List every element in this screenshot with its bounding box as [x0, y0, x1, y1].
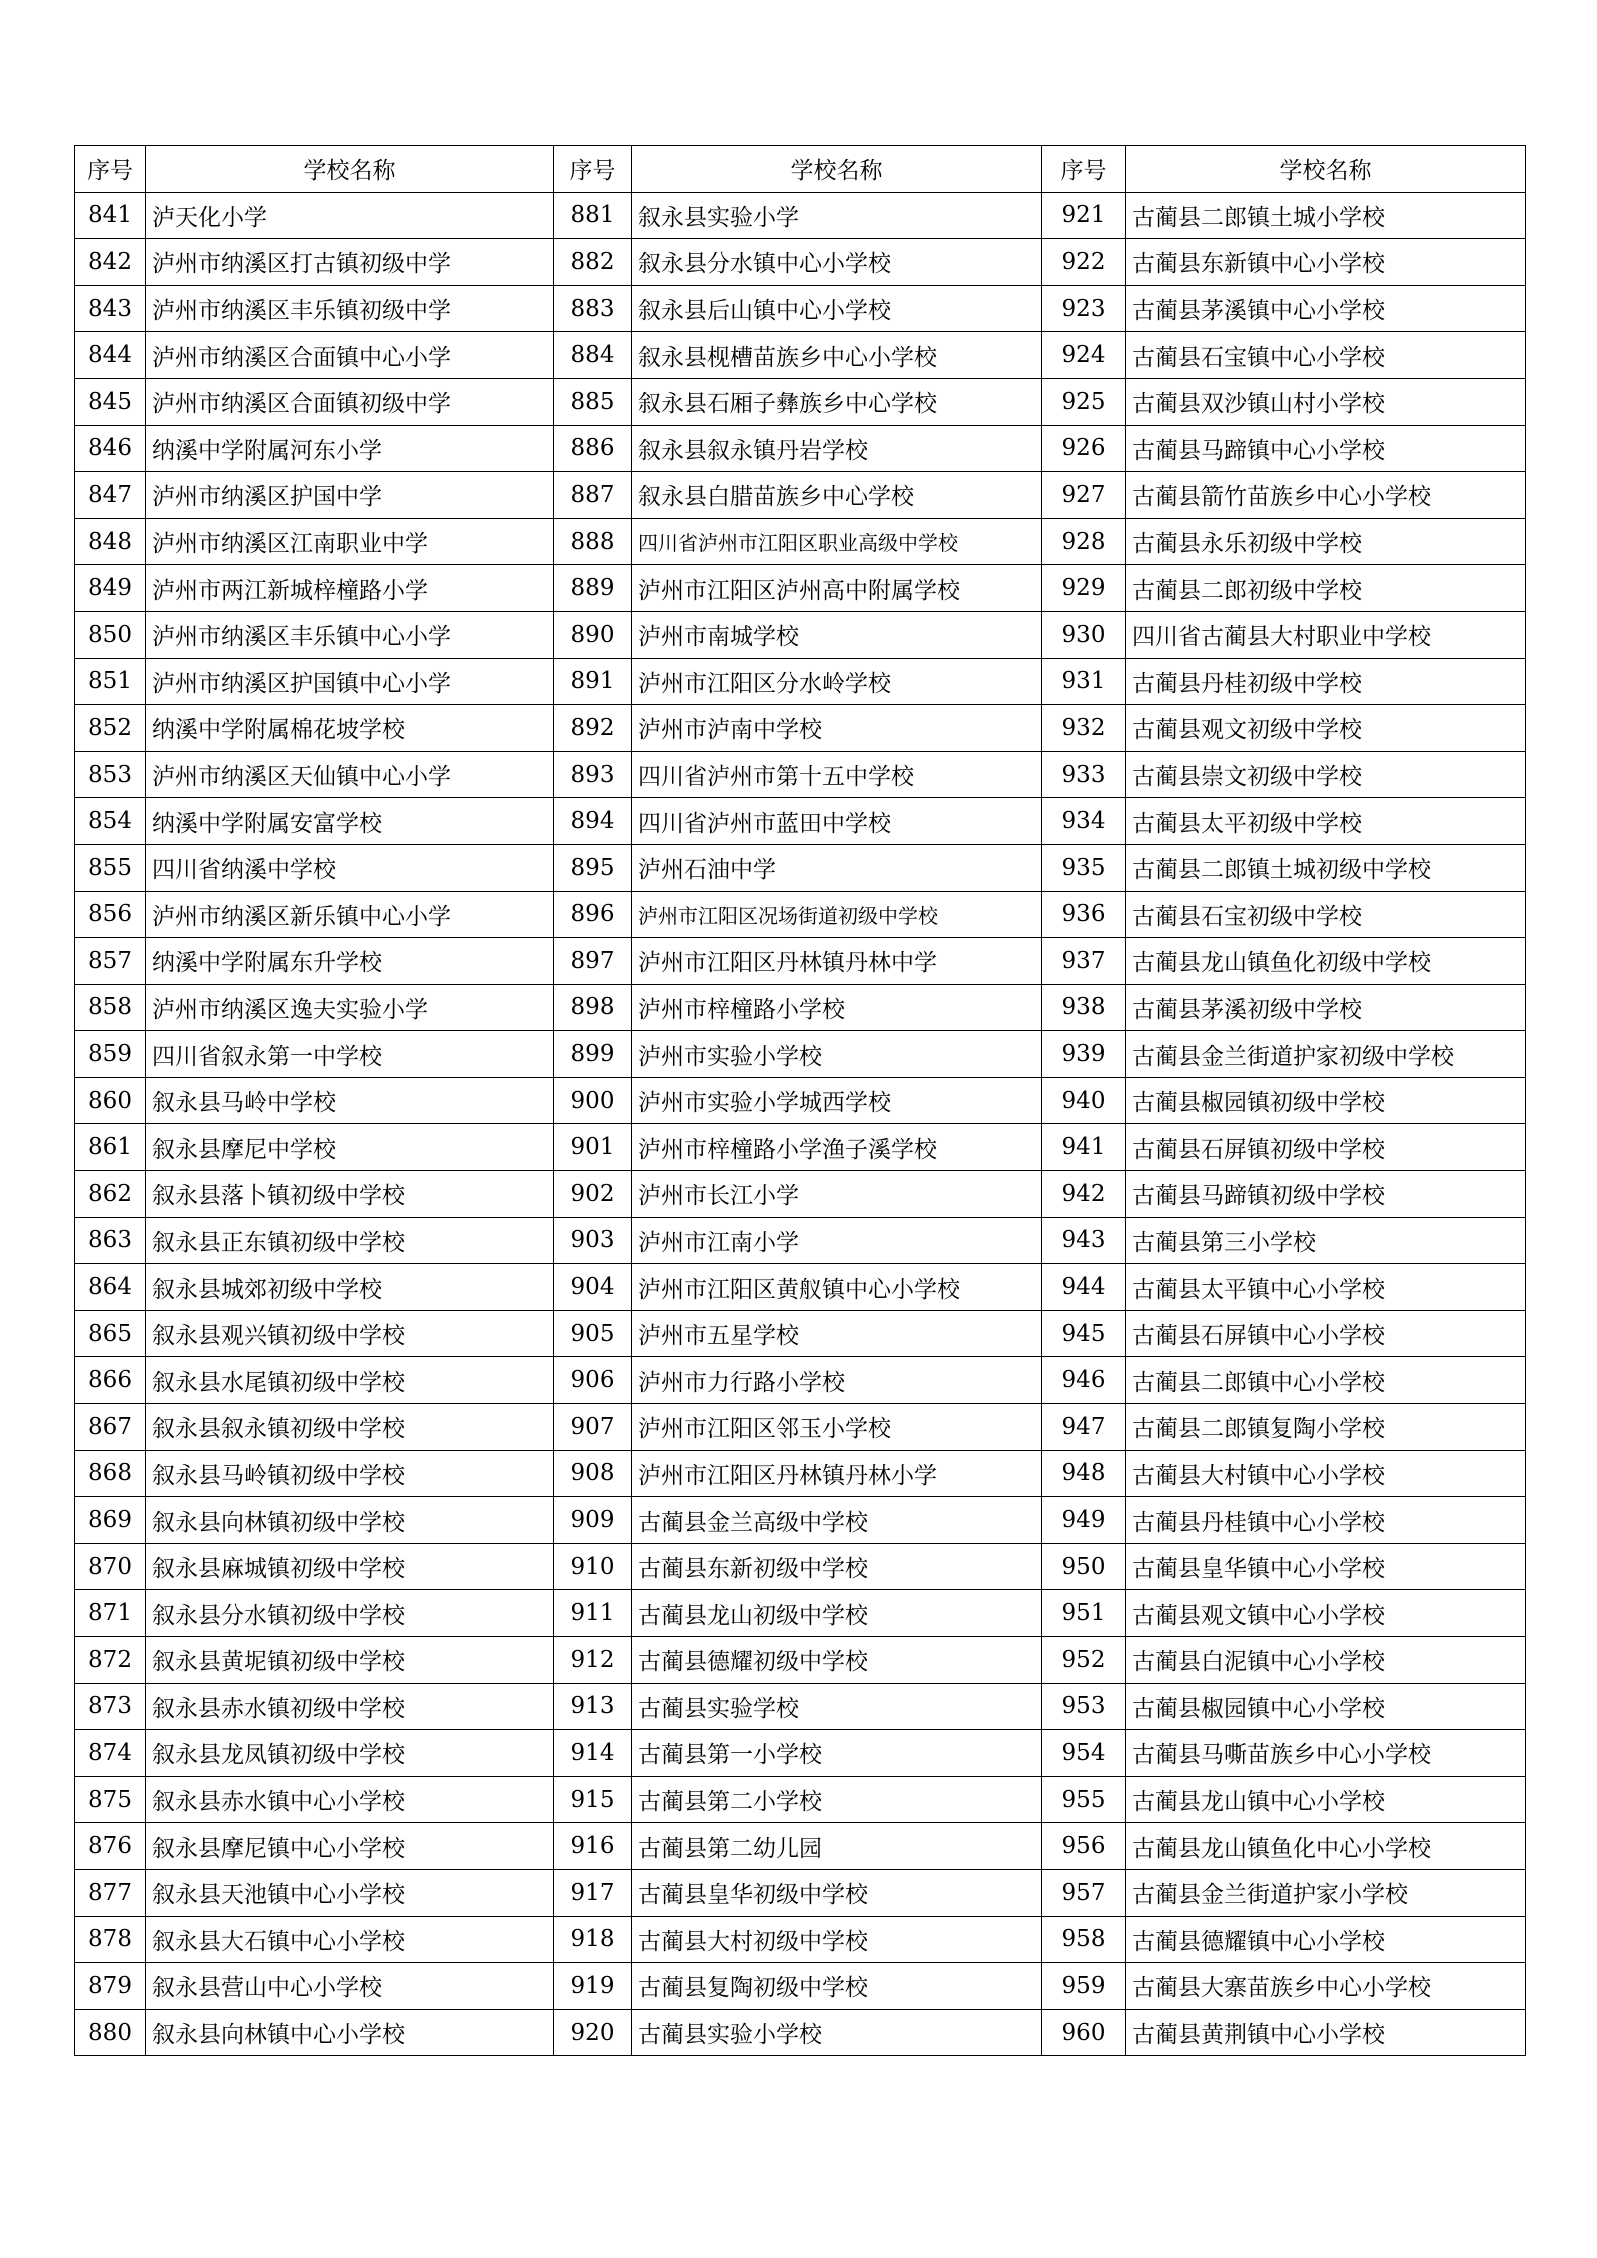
serial-number-cell: 960: [1042, 2009, 1126, 2056]
school-name-cell: 叙永县营山中心小学校: [146, 1963, 554, 2010]
table-row: [75, 472, 1526, 519]
school-name-cell: 泸州市江阳区丹林镇丹林中学: [632, 938, 1042, 985]
school-name-cell: 古蔺县大村初级中学校: [632, 1916, 1042, 1963]
serial-number-cell: 863: [75, 1217, 146, 1264]
serial-number-cell: 899: [554, 1031, 632, 1078]
serial-number-cell: 841: [75, 192, 146, 239]
school-name-cell: 古蔺县观文镇中心小学校: [1126, 1590, 1526, 1637]
serial-number-cell: 888: [554, 518, 632, 565]
serial-number-cell: 908: [554, 1450, 632, 1497]
school-name-cell: 纳溪中学附属棉花坡学校: [146, 705, 554, 752]
school-name-cell: 古蔺县二郎镇中心小学校: [1126, 1357, 1526, 1404]
serial-number-cell: 944: [1042, 1264, 1126, 1311]
school-name-cell: 古蔺县二郎镇复陶小学校: [1126, 1404, 1526, 1451]
school-name-cell: 古蔺县二郎初级中学校: [1126, 565, 1526, 612]
serial-number-cell: 936: [1042, 891, 1126, 938]
serial-number-cell: 959: [1042, 1963, 1126, 2010]
school-name-cell: 叙永县麻城镇初级中学校: [146, 1543, 554, 1590]
table-row: [75, 844, 1526, 891]
school-name-cell: 四川省古蔺县大村职业中学校: [1126, 611, 1526, 658]
serial-number-cell: 923: [1042, 285, 1126, 332]
school-name-cell: 古蔺县大村镇中心小学校: [1126, 1450, 1526, 1497]
school-name-cell: 叙永县摩尼中学校: [146, 1124, 554, 1171]
school-name-cell: 古蔺县茅溪镇中心小学校: [1126, 285, 1526, 332]
school-name-cell: 叙永县分水镇初级中学校: [146, 1590, 554, 1637]
school-name-cell: 泸州市江南小学: [632, 1217, 1042, 1264]
school-name-cell: 古蔺县第二小学校: [632, 1776, 1042, 1823]
school-name-cell: 泸天化小学: [146, 192, 554, 239]
school-name-cell: 泸州市江阳区黄舣镇中心小学校: [632, 1264, 1042, 1311]
school-name-cell: 叙永县向林镇中心小学校: [146, 2009, 554, 2056]
serial-number-cell: 862: [75, 1171, 146, 1218]
serial-number-cell: 905: [554, 1310, 632, 1357]
serial-number-cell: 864: [75, 1264, 146, 1311]
serial-number-cell: 943: [1042, 1217, 1126, 1264]
school-name-cell: 泸州市南城学校: [632, 611, 1042, 658]
table-row: [75, 1310, 1526, 1357]
table-row: [75, 192, 1526, 239]
school-name-cell: 叙永县天池镇中心小学校: [146, 1869, 554, 1916]
school-name-cell: 古蔺县皇华镇中心小学校: [1126, 1543, 1526, 1590]
serial-number-cell: 892: [554, 705, 632, 752]
serial-number-cell: 949: [1042, 1497, 1126, 1544]
school-name-cell: 古蔺县崇文初级中学校: [1126, 751, 1526, 798]
school-name-cell: 古蔺县第三小学校: [1126, 1217, 1526, 1264]
school-name-cell: 古蔺县双沙镇山村小学校: [1126, 378, 1526, 425]
school-name-cell: 叙永县赤水镇初级中学校: [146, 1683, 554, 1730]
school-name-cell: 叙永县黄坭镇初级中学校: [146, 1637, 554, 1684]
table-row: [75, 1543, 1526, 1590]
school-name-cell: 古蔺县马嘶苗族乡中心小学校: [1126, 1730, 1526, 1777]
serial-number-cell: 942: [1042, 1171, 1126, 1218]
school-name-cell: 纳溪中学附属东升学校: [146, 938, 554, 985]
school-name-cell: 叙永县实验小学: [632, 192, 1042, 239]
serial-number-cell: 921: [1042, 192, 1126, 239]
school-name-cell: 叙永县叙永镇初级中学校: [146, 1404, 554, 1451]
serial-number-cell: 885: [554, 378, 632, 425]
school-name-cell: 四川省叙永第一中学校: [146, 1031, 554, 1078]
school-name-cell: 叙永县分水镇中心小学校: [632, 239, 1042, 286]
school-name-cell: 泸州市江阳区况场街道初级中学校: [632, 891, 1042, 938]
serial-number-cell: 909: [554, 1497, 632, 1544]
school-list-table: [74, 145, 1526, 2056]
school-name-cell: 泸州市纳溪区护国中学: [146, 472, 554, 519]
serial-number-cell: 872: [75, 1637, 146, 1684]
school-name-cell: 古蔺县永乐初级中学校: [1126, 518, 1526, 565]
serial-number-cell: 901: [554, 1124, 632, 1171]
serial-number-cell: 924: [1042, 332, 1126, 379]
serial-number-cell: 857: [75, 938, 146, 985]
serial-number-cell: 866: [75, 1357, 146, 1404]
school-name-cell: 古蔺县龙山初级中学校: [632, 1590, 1042, 1637]
serial-number-cell: 853: [75, 751, 146, 798]
table-row: [75, 1450, 1526, 1497]
serial-number-cell: 952: [1042, 1637, 1126, 1684]
school-name-cell: 古蔺县石屏镇初级中学校: [1126, 1124, 1526, 1171]
school-name-cell: 古蔺县石宝初级中学校: [1126, 891, 1526, 938]
serial-number-cell: 900: [554, 1077, 632, 1124]
serial-number-cell: 878: [75, 1916, 146, 1963]
serial-number-cell: 937: [1042, 938, 1126, 985]
serial-number-cell: 891: [554, 658, 632, 705]
serial-number-cell: 889: [554, 565, 632, 612]
serial-number-cell: 940: [1042, 1077, 1126, 1124]
header-school-name-3: 学校名称: [1126, 146, 1526, 193]
school-name-cell: 叙永县马岭镇初级中学校: [146, 1450, 554, 1497]
school-name-cell: 泸州市纳溪区逸夫实验小学: [146, 984, 554, 1031]
serial-number-cell: 867: [75, 1404, 146, 1451]
header-school-name-1: 学校名称: [146, 146, 554, 193]
school-name-cell: 泸州石油中学: [632, 844, 1042, 891]
serial-number-cell: 881: [554, 192, 632, 239]
school-name-cell: 叙永县叙永镇丹岩学校: [632, 425, 1042, 472]
school-name-cell: 古蔺县丹桂初级中学校: [1126, 658, 1526, 705]
school-name-cell: 泸州市纳溪区合面镇中心小学: [146, 332, 554, 379]
serial-number-cell: 859: [75, 1031, 146, 1078]
school-name-cell: 叙永县龙凤镇初级中学校: [146, 1730, 554, 1777]
table-row: [75, 1637, 1526, 1684]
serial-number-cell: 861: [75, 1124, 146, 1171]
school-name-cell: 泸州市五星学校: [632, 1310, 1042, 1357]
school-name-cell: 泸州市纳溪区护国镇中心小学: [146, 658, 554, 705]
school-name-cell: 古蔺县石屏镇中心小学校: [1126, 1310, 1526, 1357]
school-name-cell: 叙永县大石镇中心小学校: [146, 1916, 554, 1963]
serial-number-cell: 868: [75, 1450, 146, 1497]
serial-number-cell: 907: [554, 1404, 632, 1451]
serial-number-cell: 910: [554, 1543, 632, 1590]
serial-number-cell: 916: [554, 1823, 632, 1870]
table-row: [75, 938, 1526, 985]
table-row: [75, 425, 1526, 472]
serial-number-cell: 879: [75, 1963, 146, 2010]
school-name-cell: 泸州市力行路小学校: [632, 1357, 1042, 1404]
school-name-cell: 叙永县向林镇初级中学校: [146, 1497, 554, 1544]
school-name-cell: 古蔺县复陶初级中学校: [632, 1963, 1042, 2010]
serial-number-cell: 912: [554, 1637, 632, 1684]
school-name-cell: 泸州市江阳区邻玉小学校: [632, 1404, 1042, 1451]
school-name-cell: 古蔺县太平镇中心小学校: [1126, 1264, 1526, 1311]
school-name-cell: 泸州市纳溪区打古镇初级中学: [146, 239, 554, 286]
school-name-cell: 古蔺县实验小学校: [632, 2009, 1042, 2056]
serial-number-cell: 955: [1042, 1776, 1126, 1823]
table-header-row: [75, 146, 1526, 193]
serial-number-cell: 920: [554, 2009, 632, 2056]
header-seq-1: 序号: [75, 146, 146, 193]
serial-number-cell: 941: [1042, 1124, 1126, 1171]
serial-number-cell: 897: [554, 938, 632, 985]
serial-number-cell: 934: [1042, 798, 1126, 845]
school-name-cell: 叙永县后山镇中心小学校: [632, 285, 1042, 332]
serial-number-cell: 873: [75, 1683, 146, 1730]
school-name-cell: 古蔺县马蹄镇中心小学校: [1126, 425, 1526, 472]
serial-number-cell: 876: [75, 1823, 146, 1870]
serial-number-cell: 877: [75, 1869, 146, 1916]
school-name-cell: 古蔺县箭竹苗族乡中心小学校: [1126, 472, 1526, 519]
serial-number-cell: 844: [75, 332, 146, 379]
table-row: [75, 2009, 1526, 2056]
school-name-cell: 泸州市江阳区分水岭学校: [632, 658, 1042, 705]
serial-number-cell: 902: [554, 1171, 632, 1218]
serial-number-cell: 930: [1042, 611, 1126, 658]
table-row: [75, 1823, 1526, 1870]
school-name-cell: 古蔺县大寨苗族乡中心小学校: [1126, 1963, 1526, 2010]
serial-number-cell: 915: [554, 1776, 632, 1823]
school-name-cell: 叙永县落卜镇初级中学校: [146, 1171, 554, 1218]
serial-number-cell: 929: [1042, 565, 1126, 612]
serial-number-cell: 896: [554, 891, 632, 938]
serial-number-cell: 947: [1042, 1404, 1126, 1451]
serial-number-cell: 958: [1042, 1916, 1126, 1963]
serial-number-cell: 874: [75, 1730, 146, 1777]
school-name-cell: 古蔺县椒园镇初级中学校: [1126, 1077, 1526, 1124]
school-name-cell: 纳溪中学附属安富学校: [146, 798, 554, 845]
school-name-cell: 古蔺县石宝镇中心小学校: [1126, 332, 1526, 379]
serial-number-cell: 946: [1042, 1357, 1126, 1404]
table-row: [75, 1497, 1526, 1544]
serial-number-cell: 843: [75, 285, 146, 332]
serial-number-cell: 950: [1042, 1543, 1126, 1590]
school-name-cell: 泸州市梓橦路小学渔子溪学校: [632, 1124, 1042, 1171]
school-name-cell: 叙永县水尾镇初级中学校: [146, 1357, 554, 1404]
serial-number-cell: 913: [554, 1683, 632, 1730]
serial-number-cell: 858: [75, 984, 146, 1031]
header-seq-3: 序号: [1042, 146, 1126, 193]
school-name-cell: 古蔺县德耀初级中学校: [632, 1637, 1042, 1684]
school-name-cell: 古蔺县金兰高级中学校: [632, 1497, 1042, 1544]
table-row: [75, 1217, 1526, 1264]
table-row: [75, 891, 1526, 938]
serial-number-cell: 917: [554, 1869, 632, 1916]
serial-number-cell: 895: [554, 844, 632, 891]
school-name-cell: 古蔺县丹桂镇中心小学校: [1126, 1497, 1526, 1544]
school-name-cell: 泸州市纳溪区江南职业中学: [146, 518, 554, 565]
serial-number-cell: 938: [1042, 984, 1126, 1031]
table-row: [75, 611, 1526, 658]
school-name-cell: 泸州市实验小学校: [632, 1031, 1042, 1078]
school-name-cell: 泸州市江阳区丹林镇丹林小学: [632, 1450, 1042, 1497]
table-row: [75, 1730, 1526, 1777]
school-name-cell: 古蔺县观文初级中学校: [1126, 705, 1526, 752]
table-row: [75, 1776, 1526, 1823]
serial-number-cell: 846: [75, 425, 146, 472]
serial-number-cell: 845: [75, 378, 146, 425]
school-name-cell: 古蔺县金兰街道护家初级中学校: [1126, 1031, 1526, 1078]
school-name-cell: 古蔺县金兰街道护家小学校: [1126, 1869, 1526, 1916]
serial-number-cell: 933: [1042, 751, 1126, 798]
table-row: [75, 332, 1526, 379]
header-school-name-2: 学校名称: [632, 146, 1042, 193]
school-name-cell: 泸州市纳溪区天仙镇中心小学: [146, 751, 554, 798]
table-row: [75, 705, 1526, 752]
school-name-cell: 古蔺县二郎镇土城初级中学校: [1126, 844, 1526, 891]
school-name-cell: 泸州市江阳区泸州高中附属学校: [632, 565, 1042, 612]
table-row: [75, 518, 1526, 565]
school-name-cell: 古蔺县马蹄镇初级中学校: [1126, 1171, 1526, 1218]
table-row: [75, 1077, 1526, 1124]
school-name-cell: 叙永县摩尼镇中心小学校: [146, 1823, 554, 1870]
table-row: [75, 1404, 1526, 1451]
serial-number-cell: 957: [1042, 1869, 1126, 1916]
table-row: [75, 751, 1526, 798]
table-row: [75, 1264, 1526, 1311]
school-name-cell: 叙永县马岭中学校: [146, 1077, 554, 1124]
school-name-cell: 古蔺县黄荆镇中心小学校: [1126, 2009, 1526, 2056]
serial-number-cell: 956: [1042, 1823, 1126, 1870]
school-name-cell: 叙永县石厢子彝族乡中心学校: [632, 378, 1042, 425]
serial-number-cell: 953: [1042, 1683, 1126, 1730]
serial-number-cell: 893: [554, 751, 632, 798]
serial-number-cell: 882: [554, 239, 632, 286]
serial-number-cell: 849: [75, 565, 146, 612]
serial-number-cell: 927: [1042, 472, 1126, 519]
school-name-cell: 古蔺县白泥镇中心小学校: [1126, 1637, 1526, 1684]
serial-number-cell: 886: [554, 425, 632, 472]
serial-number-cell: 856: [75, 891, 146, 938]
school-name-cell: 叙永县枧槽苗族乡中心小学校: [632, 332, 1042, 379]
school-name-cell: 叙永县观兴镇初级中学校: [146, 1310, 554, 1357]
serial-number-cell: 875: [75, 1776, 146, 1823]
serial-number-cell: 847: [75, 472, 146, 519]
serial-number-cell: 869: [75, 1497, 146, 1544]
school-name-cell: 古蔺县德耀镇中心小学校: [1126, 1916, 1526, 1963]
serial-number-cell: 842: [75, 239, 146, 286]
school-name-cell: 古蔺县龙山镇中心小学校: [1126, 1776, 1526, 1823]
serial-number-cell: 894: [554, 798, 632, 845]
serial-number-cell: 865: [75, 1310, 146, 1357]
serial-number-cell: 870: [75, 1543, 146, 1590]
serial-number-cell: 919: [554, 1963, 632, 2010]
school-name-cell: 叙永县城郊初级中学校: [146, 1264, 554, 1311]
school-name-cell: 古蔺县东新镇中心小学校: [1126, 239, 1526, 286]
serial-number-cell: 884: [554, 332, 632, 379]
table-row: [75, 1357, 1526, 1404]
school-name-cell: 古蔺县二郎镇土城小学校: [1126, 192, 1526, 239]
serial-number-cell: 883: [554, 285, 632, 332]
table-row: [75, 285, 1526, 332]
table-row: [75, 378, 1526, 425]
serial-number-cell: 954: [1042, 1730, 1126, 1777]
school-name-cell: 泸州市两江新城梓橦路小学: [146, 565, 554, 612]
table-row: [75, 239, 1526, 286]
serial-number-cell: 945: [1042, 1310, 1126, 1357]
table-row: [75, 658, 1526, 705]
serial-number-cell: 918: [554, 1916, 632, 1963]
serial-number-cell: 932: [1042, 705, 1126, 752]
serial-number-cell: 880: [75, 2009, 146, 2056]
school-name-cell: 古蔺县龙山镇鱼化中心小学校: [1126, 1823, 1526, 1870]
table-row: [75, 1869, 1526, 1916]
serial-number-cell: 890: [554, 611, 632, 658]
school-name-cell: 四川省泸州市蓝田中学校: [632, 798, 1042, 845]
school-name-cell: 古蔺县龙山镇鱼化初级中学校: [1126, 938, 1526, 985]
school-name-cell: 纳溪中学附属河东小学: [146, 425, 554, 472]
serial-number-cell: 906: [554, 1357, 632, 1404]
serial-number-cell: 925: [1042, 378, 1126, 425]
school-name-cell: 泸州市纳溪区合面镇初级中学: [146, 378, 554, 425]
table-body: [75, 192, 1526, 2056]
school-name-cell: 古蔺县椒园镇中心小学校: [1126, 1683, 1526, 1730]
school-name-cell: 古蔺县东新初级中学校: [632, 1543, 1042, 1590]
serial-number-cell: 851: [75, 658, 146, 705]
table-row: [75, 1590, 1526, 1637]
school-name-cell: 泸州市梓橦路小学校: [632, 984, 1042, 1031]
serial-number-cell: 860: [75, 1077, 146, 1124]
serial-number-cell: 914: [554, 1730, 632, 1777]
school-name-cell: 古蔺县第一小学校: [632, 1730, 1042, 1777]
school-name-cell: 古蔺县实验学校: [632, 1683, 1042, 1730]
school-name-cell: 古蔺县皇华初级中学校: [632, 1869, 1042, 1916]
serial-number-cell: 931: [1042, 658, 1126, 705]
school-name-cell: 叙永县正东镇初级中学校: [146, 1217, 554, 1264]
school-name-cell: 四川省泸州市第十五中学校: [632, 751, 1042, 798]
serial-number-cell: 935: [1042, 844, 1126, 891]
serial-number-cell: 871: [75, 1590, 146, 1637]
table-row: [75, 1963, 1526, 2010]
serial-number-cell: 887: [554, 472, 632, 519]
school-name-cell: 泸州市纳溪区丰乐镇中心小学: [146, 611, 554, 658]
school-name-cell: 古蔺县第二幼儿园: [632, 1823, 1042, 1870]
serial-number-cell: 854: [75, 798, 146, 845]
header-seq-2: 序号: [554, 146, 632, 193]
table-row: [75, 798, 1526, 845]
serial-number-cell: 848: [75, 518, 146, 565]
school-name-cell: 泸州市泸南中学校: [632, 705, 1042, 752]
table-row: [75, 1171, 1526, 1218]
school-name-cell: 泸州市纳溪区新乐镇中心小学: [146, 891, 554, 938]
serial-number-cell: 855: [75, 844, 146, 891]
table-row: [75, 984, 1526, 1031]
table-row: [75, 1124, 1526, 1171]
serial-number-cell: 951: [1042, 1590, 1126, 1637]
serial-number-cell: 939: [1042, 1031, 1126, 1078]
school-name-cell: 四川省纳溪中学校: [146, 844, 554, 891]
serial-number-cell: 852: [75, 705, 146, 752]
school-name-cell: 泸州市长江小学: [632, 1171, 1042, 1218]
serial-number-cell: 903: [554, 1217, 632, 1264]
school-name-cell: 古蔺县太平初级中学校: [1126, 798, 1526, 845]
school-name-cell: 泸州市实验小学城西学校: [632, 1077, 1042, 1124]
serial-number-cell: 904: [554, 1264, 632, 1311]
school-name-cell: 叙永县白腊苗族乡中心学校: [632, 472, 1042, 519]
serial-number-cell: 850: [75, 611, 146, 658]
table-row: [75, 1031, 1526, 1078]
table-row: [75, 1683, 1526, 1730]
school-name-cell: 叙永县赤水镇中心小学校: [146, 1776, 554, 1823]
table-row: [75, 1916, 1526, 1963]
school-name-cell: 泸州市纳溪区丰乐镇初级中学: [146, 285, 554, 332]
school-name-cell: 四川省泸州市江阳区职业高级中学校: [632, 518, 1042, 565]
serial-number-cell: 928: [1042, 518, 1126, 565]
serial-number-cell: 911: [554, 1590, 632, 1637]
serial-number-cell: 948: [1042, 1450, 1126, 1497]
serial-number-cell: 922: [1042, 239, 1126, 286]
school-name-cell: 古蔺县茅溪初级中学校: [1126, 984, 1526, 1031]
serial-number-cell: 926: [1042, 425, 1126, 472]
serial-number-cell: 898: [554, 984, 632, 1031]
table-row: [75, 565, 1526, 612]
